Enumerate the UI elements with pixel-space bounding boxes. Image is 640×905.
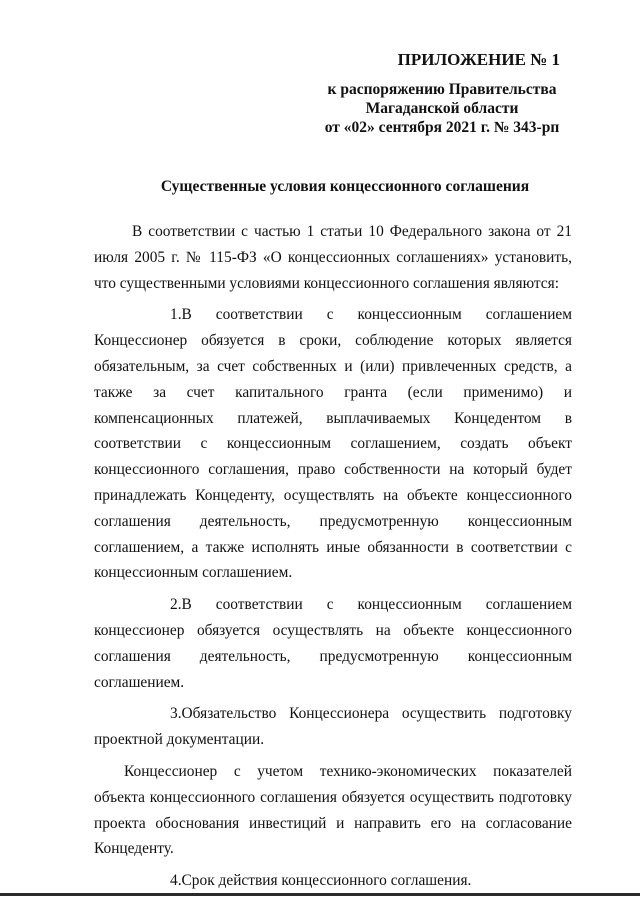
list-item-2 <box>94 592 572 695</box>
list-item-text: В соответствии с концессионным соглашением Концессионер обязуется в сроки, соблюдение которых является обязательным, за счет собственных и (или) привлеченных средств, а также за счет капитального гранта (если применимо) и компенсационных платежей, выплачиваемых Концедентом в соответствии с концессионным соглашением, создать объект концессионного соглашения, право собственности на который будет принадлежать Концеденту, осуществлять на объекте концессионного соглашения деятельность, предусмотренную концессионным соглашением, а также исполнять иные обязанности в соответствии с концессионным соглашением. <box>94 306 572 582</box>
list-item-text: В соответствии с концессионным соглашением концессионер обязуется осуществлять на объекте концессионного соглашения деятельность, предусмотренную концессионным соглашением. <box>94 596 572 691</box>
list-item-number: 1. <box>170 306 182 324</box>
order-reference-line-2: Магаданской области <box>365 100 519 117</box>
order-reference-line-1: к распоряжению Правительства <box>327 81 557 98</box>
list-item-number: 3. <box>170 705 182 723</box>
order-reference-line-3: от «02» сентября 2021 г. № 343-рп <box>324 119 560 136</box>
list-item-text: Срок действия концессионного соглашения. <box>181 872 472 890</box>
list-item-1 <box>94 302 572 586</box>
list-item-number: 2. <box>170 596 182 614</box>
list-item-text: Обязательство Концессионера осуществить подготовку проектной документации. <box>94 705 572 749</box>
intro-paragraph: В соответствии с частью 1 статьи 10 Федерального закона от 21 июля 2005 г. № 115-ФЗ «О концессионных соглашениях» установить, что существенными условиями концессионного соглашения являются: <box>94 223 572 292</box>
list-item-3-continuation: Концессионер с учетом технико-экономических показателей объекта концессионного соглашения обязуется осуществить подготовку проекта обоснования инвестиций и направить его на согласование Концеденту. <box>94 762 572 858</box>
list-item-4 <box>94 868 572 894</box>
scan-edge-line <box>0 893 640 896</box>
document-title: Существенные условия концессионного соглашения <box>160 178 530 195</box>
list-item-number: 4. <box>170 872 182 890</box>
document-body <box>94 219 572 894</box>
appendix-header <box>282 50 562 137</box>
list-item-3 <box>94 701 572 753</box>
appendix-number: ПРИЛОЖЕНИЕ № 1 <box>397 50 560 69</box>
